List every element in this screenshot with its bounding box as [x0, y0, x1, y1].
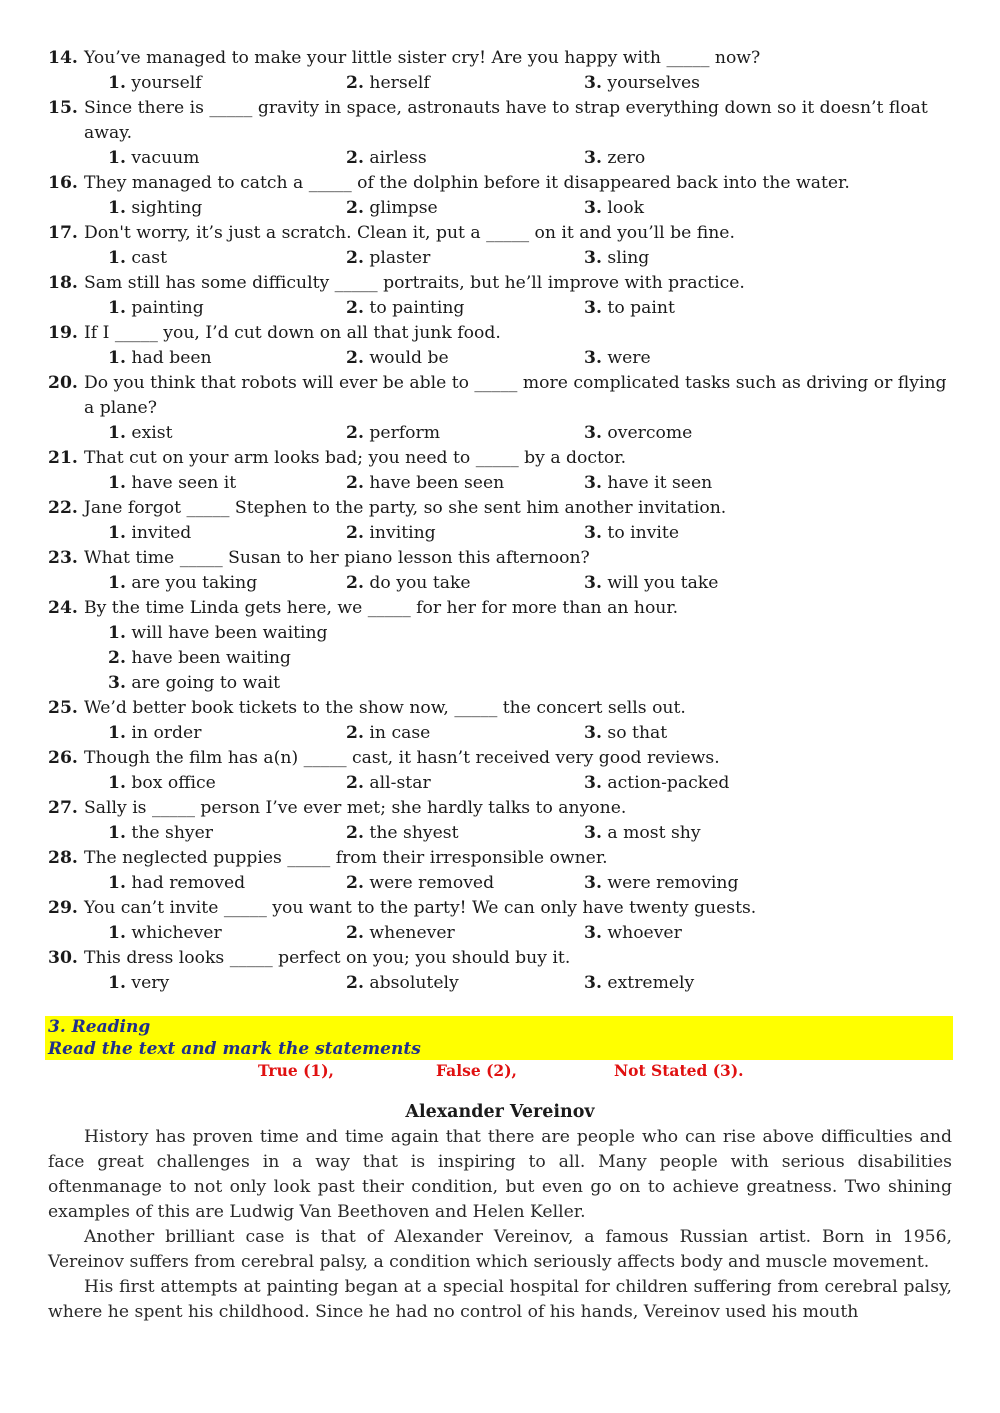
option-number: 1. — [108, 623, 126, 643]
option-text: box office — [131, 773, 216, 793]
answer-options — [48, 921, 958, 946]
question-list — [48, 46, 958, 996]
question-stem: Jane forgot _____ Stephen to the party, so she sent him another invitation. — [84, 498, 727, 518]
question-stem: They managed to catch a _____ of the dolphin before it disappeared back into the water. — [84, 173, 850, 193]
option-number: 3. — [584, 973, 602, 993]
question-number: 17. — [48, 223, 78, 243]
option-text: plaster — [369, 248, 431, 268]
question-item — [48, 371, 958, 446]
question-item — [48, 321, 958, 371]
answer-option — [346, 721, 584, 746]
answer-option — [584, 71, 822, 96]
question-item — [48, 271, 958, 321]
question-stem-row — [48, 96, 958, 146]
option-text: absolutely — [369, 973, 459, 993]
option-number: 3. — [584, 523, 602, 543]
choice-true: True (1), — [258, 1061, 334, 1080]
option-number: 3. — [584, 573, 602, 593]
option-number: 3. — [584, 73, 602, 93]
answer-options — [48, 971, 958, 996]
question-stem-row — [48, 696, 958, 721]
question-item — [48, 746, 958, 796]
question-stem-row — [48, 496, 958, 521]
question-stem-row — [48, 596, 958, 621]
answer-option — [108, 471, 346, 496]
option-number: 2. — [346, 248, 364, 268]
question-stem: The neglected puppies _____ from their irresponsible owner. — [84, 848, 608, 868]
answer-option — [584, 296, 822, 321]
option-number: 2. — [346, 973, 364, 993]
option-text: cast — [131, 248, 168, 268]
question-item — [48, 846, 958, 896]
option-text: are going to wait — [131, 673, 280, 693]
option-text: have seen it — [131, 473, 237, 493]
question-stem-row — [48, 896, 958, 921]
option-text: were removed — [369, 873, 495, 893]
answer-option — [108, 671, 346, 696]
question-number: 28. — [48, 848, 78, 868]
question-item — [48, 946, 958, 996]
question-stem: What time _____ Susan to her piano lesson this afternoon? — [84, 548, 590, 568]
answer-option — [346, 971, 584, 996]
option-text: will you take — [607, 573, 719, 593]
option-number: 1. — [108, 198, 126, 218]
answer-options — [48, 821, 958, 846]
option-text: will have been waiting — [131, 623, 328, 643]
option-text: herself — [369, 73, 430, 93]
answer-option — [108, 921, 346, 946]
question-stem: We’d better book tickets to the show now, _____ the concert sells out. — [84, 698, 686, 718]
answer-option — [584, 571, 822, 596]
answer-options — [48, 296, 958, 321]
option-number: 2. — [346, 823, 364, 843]
answer-option — [108, 721, 346, 746]
question-item — [48, 96, 958, 171]
answer-option — [346, 196, 584, 221]
question-stem: You can’t invite _____ you want to the party! We can only have twenty guests. — [84, 898, 757, 918]
reading-title: Alexander Vereinov — [405, 1102, 595, 1122]
answer-options — [48, 771, 958, 796]
question-number: 22. — [48, 498, 78, 518]
option-number: 3. — [584, 473, 602, 493]
option-text: whenever — [369, 923, 455, 943]
option-number: 1. — [108, 148, 126, 168]
answer-options — [48, 346, 958, 371]
answer-option — [108, 621, 346, 646]
option-text: have been seen — [369, 473, 505, 493]
option-text: do you take — [369, 573, 471, 593]
answer-option — [346, 471, 584, 496]
reading-paragraph: Another brilliant case is that of Alexander Vereinov, a famous Russian artist. Born in 1956, Vereinov suffers from cerebral palsy, a condition which seriously affects body and muscle movement. — [48, 1227, 952, 1272]
answer-option — [108, 971, 346, 996]
option-text: yourself — [131, 73, 202, 93]
option-number: 2. — [346, 148, 364, 168]
question-number: 21. — [48, 448, 78, 468]
answer-option — [584, 821, 822, 846]
question-stem-row — [48, 796, 958, 821]
option-number: 3. — [584, 923, 602, 943]
question-stem-row — [48, 946, 958, 971]
question-stem-row — [48, 746, 958, 771]
option-text: the shyer — [131, 823, 214, 843]
answer-option — [584, 246, 822, 271]
answer-options — [48, 571, 958, 596]
reading-section-banner — [45, 1016, 953, 1060]
question-stem-row — [48, 371, 958, 421]
option-number: 2. — [346, 923, 364, 943]
choice-false: False (2), — [436, 1061, 517, 1080]
answer-option — [584, 971, 822, 996]
answer-option — [108, 246, 346, 271]
option-text: overcome — [607, 423, 693, 443]
option-number: 1. — [108, 773, 126, 793]
option-number: 1. — [108, 873, 126, 893]
option-number: 2. — [346, 198, 364, 218]
option-number: 2. — [346, 773, 364, 793]
option-number: 3. — [584, 823, 602, 843]
option-number: 2. — [346, 298, 364, 318]
answer-option — [584, 471, 822, 496]
option-text: all-star — [369, 773, 431, 793]
option-number: 3. — [584, 773, 602, 793]
question-stem: Sam still has some difficulty _____ portraits, but he’ll improve with practice. — [84, 273, 745, 293]
question-stem-row — [48, 271, 958, 296]
option-number: 3. — [584, 248, 602, 268]
question-stem: If I _____ you, I’d cut down on all that junk food. — [84, 323, 501, 343]
answer-option — [108, 296, 346, 321]
option-text: a most shy — [607, 823, 701, 843]
option-text: exist — [131, 423, 173, 443]
answer-option — [108, 771, 346, 796]
option-number: 1. — [108, 473, 126, 493]
option-text: yourselves — [607, 73, 700, 93]
reading-paragraph: History has proven time and time again that there are people who can rise above difficulties and face great challenges in a way that is inspiring to all. Many people with serious disabilities oftenmanage to not only look past their condition, but even go on to achieve greatness. Two shining examples of this are Ludwig Van Beethoven and Helen Keller. — [48, 1127, 952, 1222]
reading-text — [48, 1125, 952, 1325]
question-item — [48, 46, 958, 96]
answer-option — [346, 571, 584, 596]
question-stem-row — [48, 546, 958, 571]
option-text: have been waiting — [131, 648, 291, 668]
answer-options — [48, 521, 958, 546]
answer-option — [584, 196, 822, 221]
question-stem: This dress looks _____ perfect on you; you should buy it. — [84, 948, 571, 968]
question-number: 25. — [48, 698, 78, 718]
option-text: have it seen — [607, 473, 713, 493]
question-stem-row — [48, 846, 958, 871]
option-text: are you taking — [131, 573, 258, 593]
answer-options — [48, 196, 958, 221]
answer-option — [346, 421, 584, 446]
answer-option — [346, 296, 584, 321]
option-text: painting — [131, 298, 204, 318]
option-text: very — [131, 973, 170, 993]
option-text: to invite — [607, 523, 679, 543]
question-number: 30. — [48, 948, 78, 968]
option-text: sling — [607, 248, 650, 268]
answer-option — [108, 421, 346, 446]
option-text: in case — [369, 723, 431, 743]
option-text: were removing — [607, 873, 739, 893]
reading-paragraph: His first attempts at painting began at a special hospital for children suffering from cerebral palsy, where he spent his childhood. Since he had no control of his hands, Vereinov used his mouth — [48, 1277, 952, 1322]
option-number: 2. — [346, 873, 364, 893]
option-text: zero — [607, 148, 646, 168]
question-number: 27. — [48, 798, 78, 818]
answer-option — [346, 346, 584, 371]
option-number: 1. — [108, 823, 126, 843]
option-number: 3. — [108, 673, 126, 693]
section-heading: 3. Reading — [48, 1017, 151, 1037]
question-stem: Don't worry, it’s just a scratch. Clean it, put a _____ on it and you’ll be fine. — [84, 223, 735, 243]
answer-option — [346, 71, 584, 96]
option-text: extremely — [607, 973, 695, 993]
answer-option — [346, 246, 584, 271]
answer-option — [108, 196, 346, 221]
option-number: 2. — [346, 573, 364, 593]
answer-options — [48, 721, 958, 746]
answer-option — [346, 146, 584, 171]
question-number: 26. — [48, 748, 78, 768]
option-text: sighting — [131, 198, 203, 218]
question-item — [48, 596, 958, 696]
question-number: 14. — [48, 48, 78, 68]
answer-option — [346, 521, 584, 546]
option-number: 2. — [346, 73, 364, 93]
section-instruction: Read the text and mark the statements — [48, 1039, 421, 1059]
answer-option — [584, 721, 822, 746]
question-number: 29. — [48, 898, 78, 918]
question-stem: Since there is _____ gravity in space, astronauts have to strap everything down so it doesn’t float away. — [84, 98, 928, 143]
option-number: 3. — [584, 298, 602, 318]
question-item — [48, 221, 958, 271]
option-number: 3. — [584, 348, 602, 368]
answer-option — [346, 921, 584, 946]
option-text: action-packed — [607, 773, 730, 793]
question-number: 19. — [48, 323, 78, 343]
option-number: 3. — [584, 198, 602, 218]
option-number: 1. — [108, 573, 126, 593]
answer-option — [584, 521, 822, 546]
question-item — [48, 446, 958, 496]
question-number: 18. — [48, 273, 78, 293]
question-item — [48, 696, 958, 746]
answer-options — [48, 421, 958, 446]
option-text: airless — [369, 148, 427, 168]
answer-option — [108, 346, 346, 371]
answer-option — [108, 821, 346, 846]
option-number: 1. — [108, 348, 126, 368]
option-text: in order — [131, 723, 202, 743]
answer-option — [584, 421, 822, 446]
option-text: had been — [131, 348, 212, 368]
question-stem: You’ve managed to make your little sister cry! Are you happy with _____ now? — [84, 48, 761, 68]
option-number: 1. — [108, 523, 126, 543]
question-item — [48, 796, 958, 846]
answer-option — [584, 921, 822, 946]
option-number: 1. — [108, 423, 126, 443]
option-text: were — [607, 348, 651, 368]
option-number: 1. — [108, 923, 126, 943]
option-number: 3. — [584, 423, 602, 443]
question-stem-row — [48, 221, 958, 246]
option-text: whoever — [607, 923, 682, 943]
question-item — [48, 546, 958, 596]
question-stem: Though the film has a(n) _____ cast, it hasn’t received very good reviews. — [84, 748, 720, 768]
option-number: 2. — [108, 648, 126, 668]
option-number: 3. — [584, 148, 602, 168]
answer-option — [346, 871, 584, 896]
answer-option — [584, 346, 822, 371]
answer-options — [48, 621, 958, 696]
option-text: so that — [607, 723, 668, 743]
answer-options — [48, 471, 958, 496]
question-stem: Do you think that robots will ever be able to _____ more complicated tasks such as driving or flying a plane? — [84, 373, 947, 418]
question-stem: By the time Linda gets here, we _____ for her for more than an hour. — [84, 598, 679, 618]
question-stem-row — [48, 321, 958, 346]
question-stem-row — [48, 171, 958, 196]
answer-option — [108, 71, 346, 96]
answer-options — [48, 246, 958, 271]
option-number: 2. — [346, 348, 364, 368]
option-text: to paint — [607, 298, 675, 318]
option-number: 2. — [346, 523, 364, 543]
answer-option — [584, 771, 822, 796]
question-item — [48, 496, 958, 546]
question-number: 23. — [48, 548, 78, 568]
option-number: 3. — [584, 873, 602, 893]
option-number: 1. — [108, 73, 126, 93]
answer-option — [346, 771, 584, 796]
option-text: glimpse — [369, 198, 438, 218]
option-number: 1. — [108, 973, 126, 993]
answer-options — [48, 871, 958, 896]
option-number: 3. — [584, 723, 602, 743]
question-number: 20. — [48, 373, 78, 393]
option-number: 1. — [108, 298, 126, 318]
question-item — [48, 896, 958, 946]
question-stem: That cut on your arm looks bad; you need to _____ by a doctor. — [84, 448, 627, 468]
option-text: to painting — [369, 298, 465, 318]
choice-not-stated: Not Stated (3). — [614, 1061, 744, 1080]
option-number: 1. — [108, 723, 126, 743]
answer-option — [108, 571, 346, 596]
answer-options — [48, 71, 958, 96]
answer-option — [108, 871, 346, 896]
question-stem-row — [48, 46, 958, 71]
answer-option — [584, 871, 822, 896]
option-text: inviting — [369, 523, 436, 543]
question-item — [48, 171, 958, 221]
question-number: 24. — [48, 598, 78, 618]
option-text: the shyest — [369, 823, 459, 843]
question-number: 15. — [48, 98, 78, 118]
answer-option — [108, 521, 346, 546]
option-number: 1. — [108, 248, 126, 268]
answer-option — [108, 146, 346, 171]
option-text: had removed — [131, 873, 246, 893]
option-number: 2. — [346, 423, 364, 443]
option-text: vacuum — [131, 148, 200, 168]
answer-option — [108, 646, 346, 671]
option-text: would be — [369, 348, 449, 368]
option-number: 2. — [346, 473, 364, 493]
option-number: 2. — [346, 723, 364, 743]
question-stem: Sally is _____ person I’ve ever met; she hardly talks to anyone. — [84, 798, 627, 818]
answer-options — [48, 146, 958, 171]
option-text: look — [607, 198, 645, 218]
option-text: whichever — [131, 923, 222, 943]
option-text: perform — [369, 423, 441, 443]
option-text: invited — [131, 523, 192, 543]
answer-option — [584, 146, 822, 171]
answer-option — [346, 821, 584, 846]
question-number: 16. — [48, 173, 78, 193]
question-stem-row — [48, 446, 958, 471]
